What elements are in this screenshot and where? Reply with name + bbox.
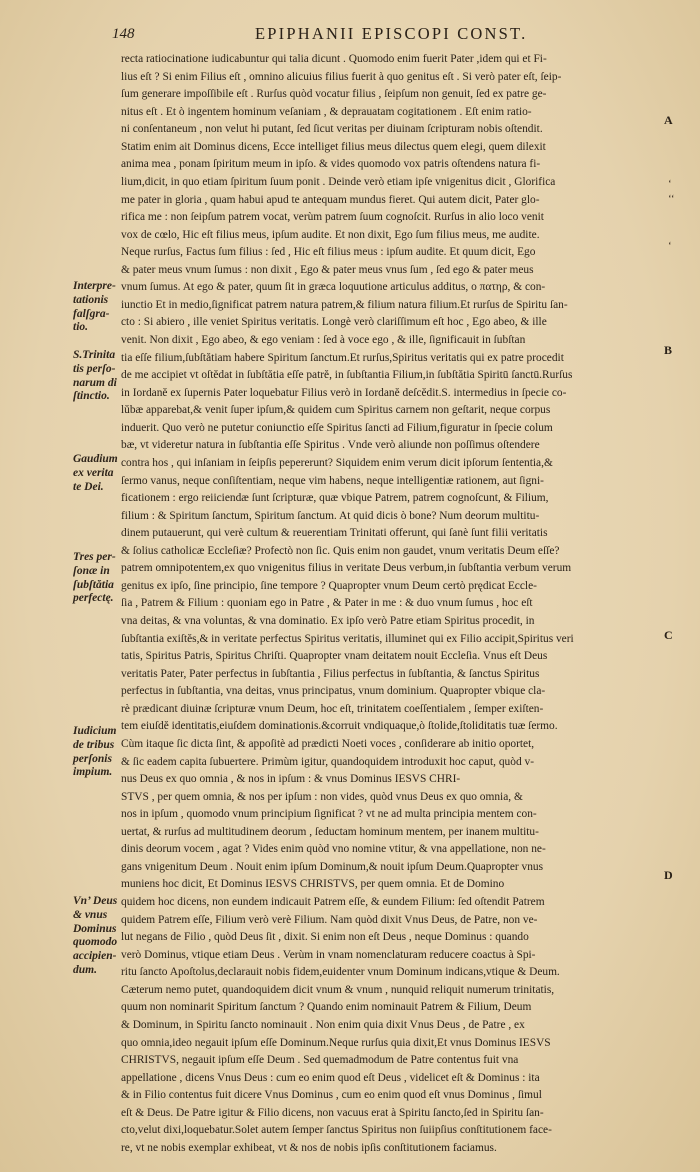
text-line: & ſolius catholicæ Eccleſiæ? Profectò non ſic. Quis enim non gaudet, vnum veritatis Deum eſſe? <box>121 544 560 557</box>
text-line: anima mea , ponam ſpiritum meum in ipſo. & vides quomodo vox patris oſtendens natura fi- <box>121 158 541 171</box>
text-line: & Dominum, in Spiritu ſancto nominauit . Non enim quia dixit Vnus Deus , de Patre , ex <box>121 1018 525 1031</box>
text-line: muniens hoc dicit, Et Dominus IESVS CHRISTVS, per quem omnia. Et de Domino <box>121 878 505 891</box>
margin-note-line: accipien- <box>73 950 117 963</box>
text-line: in Iordanĕ ex ſupernis Pater loquebatur Filius verò in Iordanĕ deſcĕdit.S. intermedius in ſpecie co- <box>121 386 567 399</box>
text-line: Neque rurſus, Factus ſum filius : ſed , Hic eſt filius meus : ipſum audite. Et quum dicit, Ego <box>121 246 536 259</box>
text-line: & pater meus vnum ſumus : non dixit , Ego & pater meus vnus ſum , ſed ego & pater meus <box>121 263 534 276</box>
edge-mark: ‘‘ <box>668 193 675 205</box>
text-line: rifica me : non ſeipſum patrem vocat, verùm patrem ſuum cognoſcit. Rurſus in alio loco venit <box>121 211 544 224</box>
text-line: rè prædicant diuinæ ſcripturæ vnum Deum, hoc eſt, trinitatem coeſſentialem , ſemper exiſten- <box>121 702 544 715</box>
margin-note-line: ſubſtătia <box>73 578 114 591</box>
margin-note-line: ex verita <box>73 466 114 479</box>
edge-mark: ‘ <box>668 240 672 252</box>
margin-note-line: Tres per- <box>73 551 116 563</box>
margin-note-line: tationis <box>73 293 109 306</box>
text-line: tem eiuſdĕ identitatis,eiuſdem dominationis.&corruit vndiquaque,ò ſtolide,ſtoliditatis tuæ ſermo. <box>121 720 558 733</box>
text-line: Cæterum nemo putet, quandoquidem dicit vnum & vnum , nunquid reliquit numerum trinitatis, <box>121 983 555 996</box>
text-line: gans vnigenitum Deum . Nouit enim ipſum Dominum,& nouit ipſum Deum.Quapropter vnus <box>121 860 544 873</box>
text-line: iunctio Et in medio,ſignificat patrem natura patrem,& filium natura filium.Et rurſus de Spiritu ſan- <box>121 298 568 311</box>
text-line: patrem omnipotentem,ex quo vnigenitus filius in veritate Deus verbum,in ſubſtantia verbum verum <box>121 562 572 575</box>
text-line: tatis, Spiritus Patris, Spiritus Chriſti. Quapropter vnam deitatem nouit Eccleſia. Vnus eſt Deus <box>121 650 548 663</box>
text-line: cto : Si abiero , ille veniet Spiritus veritatis. Longè verò clariſſimum eſt hoc , Ego abeo, & ille <box>121 316 547 329</box>
section-letter: C <box>664 628 673 642</box>
margin-note <box>73 895 121 978</box>
text-line: filium : & Spiritum ſanctum, Spiritum ſanctum. At quid dicis ò bone? Num deorum multitu- <box>121 509 540 522</box>
margin-note-line: narum di <box>73 376 117 389</box>
main-text-column <box>121 51 656 1157</box>
text-line: Cùm itaque ſic dicta ſint, & appoſitè ad prædicti Noeti voces , conſiderare ab initio oportet, <box>121 737 535 750</box>
text-line: quidem Patrem eſſe, Filium verò verè Filium. Nam quòd dixit Vnus Deus, de Patre, non ve- <box>121 913 538 926</box>
text-line: lŭbæ apparebat,& venit ſuper ipſum,& quidem cum Spiritus carnem non geſtarit, neque corpus <box>121 404 551 417</box>
page-number: 148 <box>112 26 135 42</box>
margin-note-line: ſtinctio. <box>73 390 110 403</box>
text-line: induerit. Quo verò ne putetur coniunctio eſſe Spiritus ſancti ad Filium,figuratur in ſpecie colum <box>121 421 553 434</box>
text-line: & in Filio contentus fuit dicere Vnus Dominus , cum eo enim quod eſt vnus Dominus , ſimul <box>121 1089 542 1102</box>
text-line: venit. Non dixit , Ego abeo, & ego veniam : ſed à voce ego , & ille, ſignificauit in ſubſtan <box>121 334 526 346</box>
margin-note-line: perſonis <box>73 752 112 765</box>
text-line: nos in ipſum , quomodo vnum principium ſignificat ? vt ne ad multa principia mentem con- <box>121 808 537 821</box>
margin-note-line: Vn’ Deus <box>73 895 118 907</box>
text-line: genitus ex ipſo, ſine principio, ſine tempore ? Quapropter vnum Deum certò prędicat Eccle- <box>121 579 537 592</box>
edge-mark: ‘ <box>668 178 672 190</box>
text-line: recta ratiocinatione iudicabuntur qui talia dicunt . Quomodo enim fuerit Pater ,idem qui et Fi- <box>121 53 547 65</box>
text-line: quidem hoc dicens, non eundem indicauit Patrem eſſe, & eundem Filium: ſed oſtendit Patrem <box>121 896 545 908</box>
margin-note <box>73 453 121 494</box>
margin-note-line: falſgra- <box>73 307 110 320</box>
text-line: ſubſtantia exiſtĕs,& in veritate perfectus Spiritus veritatis, illuminet qui ex Filio accipit,Spiritus veri <box>121 632 574 645</box>
text-line: uertat, & rurſus ad multitudinem deorum , ſeductam hominum mentem, per inanem multitu- <box>121 825 539 838</box>
section-letter: B <box>664 343 673 357</box>
text-line: & ſic eadem capita ſubuertere. Primùm igitur, quandoquidem introduxit hoc caput, quòd v- <box>121 755 534 768</box>
text-line: vna deitas, & vna voluntas, & vna dominatio. Ex ipſo verò Patre etiam Spiritus procedit, in <box>121 615 535 627</box>
margin-note-line: quomodo <box>73 936 118 949</box>
text-line: lius eſt ? Si enim Filius eſt , omnino alicuius filius fuerit à quo genitus eſt . Si verò pater eſt, ſeip- <box>121 70 562 83</box>
running-title: EPIPHANII EPISCOPI CONST. <box>255 24 528 43</box>
text-line: ni conſentaneum , non velut hi putant, ſed ſicut veritas per diuinam ſcripturam nobis oſtendit. <box>121 123 543 136</box>
text-line: appellatione , dicens Vnus Deus : cum eo enim quod eſt Deus , videlicet eſt & Dominus : ita <box>121 1071 540 1084</box>
section-letter: A <box>664 113 673 127</box>
text-line: me pater in gloria , quam habui apud te antequam mundus fieret. Qui autem dicit, Pater glo- <box>121 193 540 206</box>
section-letter: D <box>664 868 673 882</box>
text-line: re, vt ne nobis exemplar exhibeat, vt & nos de nobis ipſis conſtitutionem faciamus. <box>121 1141 497 1154</box>
margin-note-line: ſonæ in <box>73 564 110 577</box>
text-line: perfectus in ſubſtantia, vna deitas, vnus principatus, vnum dominium. Quapropter vbique cla- <box>121 685 546 698</box>
margin-note-line: S.Trinita <box>73 349 116 361</box>
text-line: ritu ſancto Apoſtolus,declarauit nobis fidem,euidenter vnum Dominum indicans,vtique & Deum. <box>121 966 560 979</box>
text-line: quum non nominarit Spiritum ſanctum ? Quando enim nominauit Patrem & Filium, Deum <box>121 1001 532 1014</box>
text-line: eſt & Deus. De Patre igitur & Filio dicens, non vacuus erat à Spiritu ſancto,ſed in Spiritu ſan- <box>121 1106 544 1119</box>
text-line: ſum generare impoſſibile eſt . Rurſus quòd vocatur filius , ſeipſum non genuit, ſed ex patre ge- <box>121 88 547 101</box>
text-line: vox de cœlo, Hic eſt filius meus, ipſum audite. Et non dixit, Ego ſum filius meus, me audite. <box>121 228 540 241</box>
text-line: veritatis Pater, Pater perfectus in ſubſtantia , Filius perfectus in ſubſtantia, & ſanctus Spiritus <box>121 667 540 680</box>
margin-note-line: Iudicium <box>73 725 117 737</box>
text-line: dinem putauerunt, qui verè cultum & reuerentiam Trinitati offerunt, qui ſanè ſunt filii veritatis <box>121 527 548 540</box>
margin-note-line: de tribus <box>73 738 115 751</box>
margin-note <box>73 725 121 780</box>
margin-note-line: Gaudium <box>73 453 118 465</box>
margin-note-line: Interpre- <box>73 280 116 292</box>
margin-note-line: tio. <box>73 321 89 334</box>
text-line: CHRISTVS, negauit ipſum eſſe Deum . Sed quemadmodum de Patre contentus fuit vna <box>121 1054 519 1067</box>
page-header <box>0 26 700 50</box>
text-line: ſermo vanus, neque conſiſtentiam, neque vim habens, neque intelligentiæ rationem, aut ſigni- <box>121 474 544 487</box>
text-line: ficationem : ergo reiiciendæ ſunt ſcripturæ, quæ vbique Patrem, patrem cognoſcunt, & Filium, <box>121 492 549 505</box>
margin-note <box>73 280 121 335</box>
margin-note-line: tis perſo- <box>73 362 116 375</box>
text-line: ſia , Patrem & Filium : quoniam ego in Patre , & Pater in me : & duo vnum ſumus , hoc eſt <box>121 597 533 610</box>
text-line: lut negans de Filio , quòd Deus ſit , dixit. Si enim non eſt Deus , neque Dominus : quando <box>121 931 529 944</box>
margin-note-line: Dominus <box>73 922 117 935</box>
margin-note-line: impium. <box>73 766 113 779</box>
text-line: vnum ſumus. At ego & pater, quum ſit in græca loquutione articulus additus, ο πατηρ, & con- <box>121 281 546 294</box>
text-line: bæ, vt videretur natura in ſubſtantia eſſe Spiritus . Vnde verò aliunde non poſſimus oſtendere <box>121 439 540 452</box>
margin-note <box>73 349 121 404</box>
margin-note-line: te Dei. <box>73 480 104 493</box>
text-line: cto,velut dixi,loquebatur.Solet autem ſemper ſanctus Spiritus non ſuiipſius conſtitutionem face- <box>121 1124 552 1137</box>
margin-note-line: dum. <box>73 963 97 976</box>
text-line: lium,dicit, in quo etiam ſpiritum ſuum ponit . Deinde verò etiam ipſe vnigenitus dicit , Glorifica <box>121 175 556 188</box>
margin-note-line: & vnus <box>73 908 108 921</box>
margin-note-line: perfectę. <box>73 592 114 605</box>
text-line: nus Deus ex quo omnia , & nos in ipſum : & vnus Dominus IESVS CHRI- <box>121 773 461 786</box>
text-line: quo omnia,ideo negauit ipſum eſſe Dominum.Neque rurſus quia dixit,Et vnus Dominus IESVS <box>121 1036 551 1049</box>
margin-note <box>73 551 121 606</box>
text-line: verò Dominus, vtique etiam Deus . Verùm in vnam nomenclaturam reducere coactus à Spi- <box>121 948 536 961</box>
text-line: STVS , per quem omnia, & nos per ipſum : non vides, quòd vnus Deus ex quo omnia, & <box>121 790 523 803</box>
text-line: contra hos , qui inſaniam in ſeipſis pepererunt? Siquidem enim verum dicit ipſorum ſententia,& <box>121 456 553 469</box>
text-line: Statim enim ait Dominus dicens, Ecce intelliget filius meus dilectus quem elegi, quem dilexit <box>121 140 546 153</box>
text-line: nitus eſt . Et ò ingentem hominum veſaniam , & deprauatam cogitationem . Eſt enim ratio- <box>121 105 532 118</box>
text-line: dinis deorum vocem , agat ? Vides enim quòd vno nomine vtitur, & vna appellatione, non ne- <box>121 843 546 856</box>
text-line: de me accipiet vt oſtĕdat in ſubſtătia eſſe patrĕ, in ſubſtantia Filium,in ſubſtătia Spiritū ſanctū.Rurſus <box>121 369 573 382</box>
text-line: tia eſſe filium,ſubſtătiam habere Spiritum ſanctum.Et rurſus,Spiritus veritatis qui ex patre procedit <box>121 351 564 364</box>
